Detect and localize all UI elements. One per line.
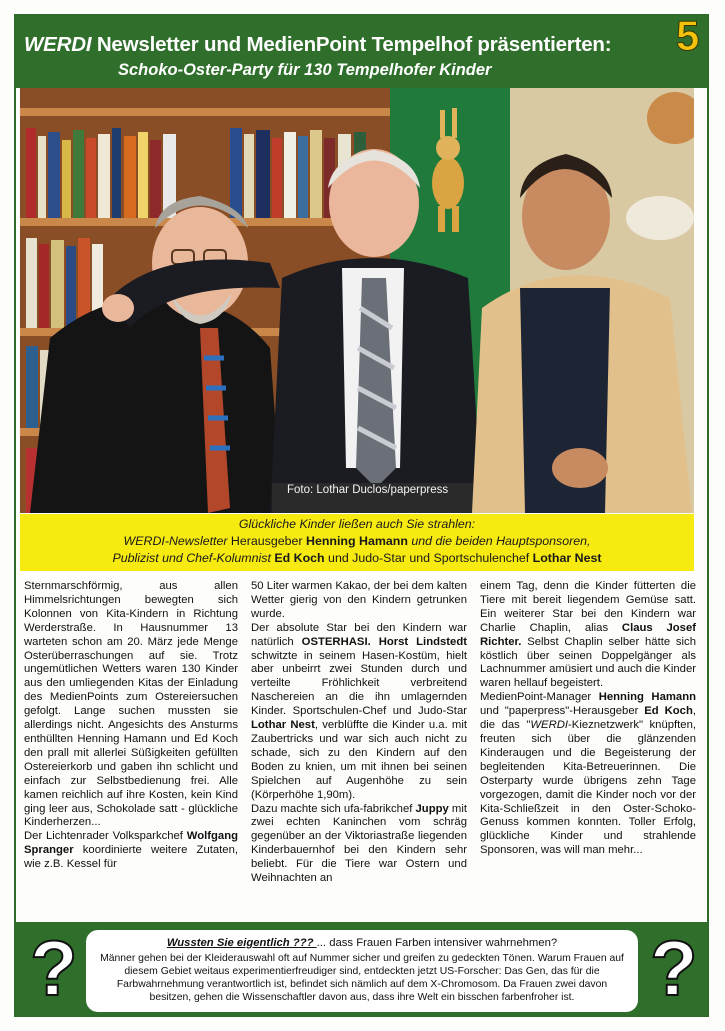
info-body: Männer gehen bei der Kleiderauswahl oft auf Nummer sicher und greifen zu gedeckten Tönen. Warum Frauen auf diesem Gebiet weitaus experimentierfreudiger sind, entdeckten jetzt US-Forscher: Das Gen, das für die Farbwahrnehmung verantwortlich ist, befindet sich nämlich auf dem X-Chromosom. Da Frauen zwei davon besitzen, gehen die Wissenschaftler davon aus, dass ihre Welt ein bisschen farbenfroher ist.	[100, 953, 624, 1003]
article-text: mit zwei echten Kaninchen vom schräg gegenüber an der Viktoriastraße liegenden Kinderbauernhof bei den Kindern sehr beliebt. Für die Tiere war Ostern und Weihnachten an	[251, 802, 467, 885]
caption-text: und Judo-Star und Sportschulenchef	[324, 551, 533, 565]
brand-name: WERDI	[24, 33, 92, 56]
photo-caption	[20, 514, 694, 571]
article-column-2	[251, 580, 467, 886]
article-paragraph: Sternmarschförmig, aus allen Himmelsrichtungen bewegten sich Kolonnen von Kita-Kindern in Richtung Werderstraße. In Hausnummer 13 warteten schon am 20. März jede Menge Osterüberraschungen auf sie. Trotz ungemütlichen Wetters waren 130 Kinder aus den umliegenden Kitas der Einladung des MedienPoints zum Ostereiersuchen gefolgt. Lange suchen mussten sie allerdings nicht. Angesichts des Ansturms enthüllten Henning Hamann und Ed Koch den prall mit allerlei Süßigkeiten gefüllten Ostereierkorb und gaben ihn schlicht und einfach zur Selbstbedienung frei. Alle kamen reichlich auf ihre Kosten, kein Kind ging leer aus, Schokolade satt - glückliche Kinderherzen...	[24, 580, 238, 829]
article-name-juppy: Juppy	[415, 802, 449, 815]
article-name-richter: Claus Josef Richter.	[480, 621, 696, 648]
article-paragraph	[251, 622, 467, 803]
article-paragraph	[251, 803, 467, 886]
article-paragraph	[24, 830, 238, 872]
question-mark-right-icon: ?	[650, 924, 698, 1012]
headline	[24, 33, 611, 57]
caption-name-hamann: Henning Hamann	[306, 534, 408, 548]
caption-line-2	[20, 534, 694, 548]
article-text: Der Lichtenrader Volksparkchef	[24, 830, 187, 843]
caption-text: Herausgeber	[227, 534, 307, 548]
caption-line-1: Glückliche Kinder ließen auch Sie strahlen:	[238, 517, 476, 531]
caption-name-koch: Ed Koch	[274, 551, 325, 565]
photo-credit: Foto: Lothar Duclos/paperpress	[287, 484, 449, 496]
article-paragraph: 50 Liter warmen Kakao, der bei dem kalten Wetter gierig von den Kindern getrunken wurde.	[251, 580, 467, 620]
article-name-lindstedt: OSTERHASI. Horst Lindstedt	[301, 635, 467, 648]
article-text: schwitzte in seinem Hasen-Kostüm, hielt aber unbeirrt zwei Stunden durch und verteilte Fröhlichkeit verbreitend Naschereien an die ihn umlagernden Kinder. Sportschulen-Chef und Judo-Star	[251, 649, 467, 718]
caption-text: Publizist und Chef-Kolumnist	[112, 551, 275, 565]
article-text: und "paperpress"-Herausgeber	[480, 705, 645, 718]
caption-werdi-newsletter: WERDI-Newsletter	[123, 534, 228, 548]
caption-line-3	[20, 551, 694, 565]
article-name-spranger: Wolfgang Spranger	[24, 830, 238, 857]
article-name-nest: Lothar Nest	[251, 719, 315, 732]
caption-name-nest: Lothar Nest	[532, 551, 602, 565]
info-title-lead: Wussten Sie eigentlich ???	[166, 937, 317, 949]
article-name-koch: Ed Koch	[644, 705, 693, 718]
article-column-3	[480, 580, 696, 858]
info-title-rest: ... dass Frauen Farben intensiver wahrnehmen?	[316, 937, 558, 949]
group-photo	[20, 88, 694, 513]
article-text: -Kieznetzwerk" knüpften, freuten sich über die glänzenden Kinderaugen und die Begeisterung der begleitenden Kita-Betreuerinnen. Die Osterparty wurde übrigens zehn Tage vorgezogen, damit die Kinder noch vor der Kita-Schließzeit in den Oster-Schoko-Genuss kommen konnten. Toller Erfolg, glückliche Kinder und strahlende Sponsoren, was will man mehr...	[480, 719, 696, 857]
article-column-1	[24, 580, 238, 872]
article-text: MedienPoint-Manager	[480, 691, 599, 704]
subheadline: Schoko-Oster-Party für 130 Tempelhofer Kinder	[118, 61, 492, 79]
article-text: , verblüffte die Kinder u.a. mit Zaubertricks und war sich auch nicht zu schade, sich zu den Kindern auf den Boden zu knien, um mit ihnen bei seinen Spielchen auf Augenhöhe zu sein (Körperhöhe 1,90m).	[251, 719, 467, 801]
article-text: Selbst Chaplin selber hätte sich köstlich über seinen Doppelgänger als Lachnummer amüsiert und auch die Kinder waren hellauf begeistert.	[480, 635, 697, 690]
article-text: , die das "	[480, 705, 696, 732]
info-box	[86, 930, 638, 1012]
caption-text: und die beiden Hauptsponsoren,	[407, 534, 591, 548]
article-text: Der absolute Star bei den Kindern war natürlich	[251, 621, 467, 648]
headline-rest: Newsletter und MedienPoint Tempelhof präsentierten:	[96, 33, 612, 56]
group-photo-illustration	[20, 88, 694, 513]
article-name-hamann: Henning Hamann	[598, 691, 696, 704]
page-number: 5	[676, 12, 700, 59]
article-werdi: WERDI	[530, 719, 569, 732]
article-text: Dazu machte sich ufa-fabrikchef	[251, 802, 416, 815]
info-title	[86, 937, 638, 949]
article-paragraph	[480, 691, 696, 858]
article-paragraph	[480, 580, 696, 691]
question-mark-left-icon: ?	[30, 924, 78, 1012]
article-text: einem Tag, denn die Kinder fütterten die Tiere mit bereit liegendem Gemüse satt. Ein weiterer Star bei den Kindern war Charlie Chaplin, alias	[480, 580, 696, 634]
article-text: koordinierte weitere Zutaten, wie z.B. Kessel für	[24, 844, 238, 871]
